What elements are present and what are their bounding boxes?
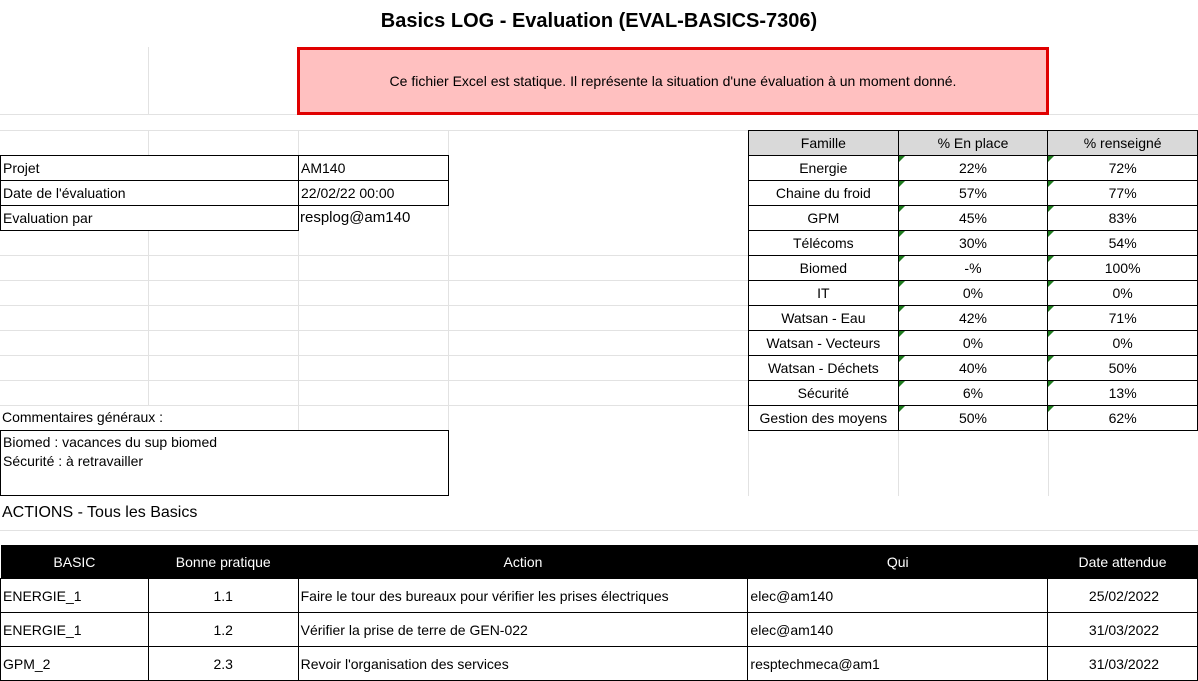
table-row — [749, 181, 1198, 206]
table-row — [749, 306, 1198, 331]
family-renseigne[interactable]: 13% — [1048, 381, 1198, 406]
family-renseigne[interactable]: 77% — [1048, 181, 1198, 206]
family-name[interactable]: Biomed — [749, 256, 899, 281]
grid-line — [0, 280, 748, 281]
family-name[interactable]: Sécurité — [749, 381, 899, 406]
header-en-place: % En place — [898, 131, 1048, 156]
family-name[interactable]: GPM — [749, 206, 899, 231]
family-en-place[interactable]: 57% — [898, 181, 1048, 206]
evaluator-value[interactable]: resplog@am140 — [300, 209, 411, 226]
action-basic[interactable]: ENERGIE_1 — [1, 579, 149, 613]
action-qui[interactable]: resptechmeca@am1 — [748, 647, 1048, 681]
grid-line — [0, 330, 748, 331]
table-row — [1, 613, 1198, 647]
family-en-place[interactable]: 0% — [898, 281, 1048, 306]
table-row — [749, 231, 1198, 256]
action-qui[interactable]: elec@am140 — [748, 579, 1048, 613]
table-row — [1, 647, 1198, 681]
family-name[interactable]: Watsan - Déchets — [749, 356, 899, 381]
table-row — [749, 281, 1198, 306]
static-notice — [297, 47, 1049, 115]
family-name[interactable]: Energie — [749, 156, 899, 181]
family-renseigne[interactable]: 50% — [1048, 356, 1198, 381]
table-row — [1, 579, 1198, 613]
family-en-place[interactable]: 6% — [898, 381, 1048, 406]
family-renseigne[interactable]: 62% — [1048, 406, 1198, 431]
grid-line — [148, 230, 149, 405]
grid-line — [0, 530, 1198, 531]
families-header-row — [749, 131, 1198, 156]
action-pratique[interactable]: 2.3 — [148, 647, 298, 681]
header-basic: BASIC — [1, 545, 149, 579]
family-en-place[interactable]: 22% — [898, 156, 1048, 181]
family-renseigne[interactable]: 83% — [1048, 206, 1198, 231]
comments-box[interactable] — [0, 430, 449, 496]
action-date[interactable]: 25/02/2022 — [1048, 579, 1198, 613]
family-name[interactable]: Gestion des moyens — [749, 406, 899, 431]
family-renseigne[interactable]: 54% — [1048, 231, 1198, 256]
action-pratique[interactable]: 1.2 — [148, 613, 298, 647]
family-renseigne[interactable]: 0% — [1048, 331, 1198, 356]
family-en-place[interactable]: 30% — [898, 231, 1048, 256]
family-name[interactable]: Télécoms — [749, 231, 899, 256]
grid-line — [898, 430, 899, 496]
header-famille: Famille — [749, 131, 899, 156]
header-action: Action — [298, 545, 748, 579]
action-basic[interactable]: GPM_2 — [1, 647, 149, 681]
table-row — [749, 156, 1198, 181]
grid-line — [298, 130, 299, 155]
action-pratique[interactable]: 1.1 — [148, 579, 298, 613]
grid-line — [298, 230, 299, 430]
action-qui[interactable]: elec@am140 — [748, 613, 1048, 647]
family-renseigne[interactable]: 100% — [1048, 256, 1198, 281]
action-text[interactable]: Vérifier la prise de terre de GEN-022 — [298, 613, 748, 647]
actions-table — [0, 545, 1198, 681]
action-date[interactable]: 31/03/2022 — [1048, 613, 1198, 647]
table-row — [749, 331, 1198, 356]
grid-line — [148, 47, 149, 115]
family-name[interactable]: Watsan - Eau — [749, 306, 899, 331]
table-row — [749, 206, 1198, 231]
evaluator-label: Evaluation par — [0, 205, 299, 231]
grid-line — [748, 430, 749, 496]
family-name[interactable]: Chaine du froid — [749, 181, 899, 206]
family-renseigne[interactable]: 0% — [1048, 281, 1198, 306]
table-row — [749, 381, 1198, 406]
comment-line: Biomed : vacances du sup biomed — [3, 434, 218, 450]
header-date-attendue: Date attendue — [1048, 545, 1198, 579]
date-value[interactable]: 22/02/22 00:00 — [298, 180, 449, 206]
family-en-place[interactable]: 42% — [898, 306, 1048, 331]
grid-line — [0, 355, 748, 356]
grid-line — [0, 130, 748, 131]
family-en-place[interactable]: 45% — [898, 206, 1048, 231]
notice-text: Ce fichier Excel est statique. Il représente la situation d'une évaluation à un moment donné. — [389, 73, 957, 89]
action-text[interactable]: Revoir l'organisation des services — [298, 647, 748, 681]
action-date[interactable]: 31/03/2022 — [1048, 647, 1198, 681]
project-value[interactable]: AM140 — [298, 155, 449, 181]
page-title: Basics LOG - Evaluation (EVAL-BASICS-7306) — [380, 10, 818, 32]
table-row — [749, 356, 1198, 381]
grid-line — [0, 380, 748, 381]
action-text[interactable]: Faire le tour des bureaux pour vérifier les prises électriques — [298, 579, 748, 613]
family-en-place[interactable]: -% — [898, 256, 1048, 281]
grid-line — [0, 255, 748, 256]
families-table — [748, 130, 1198, 431]
comment-line: Sécurité : à retravailler — [3, 453, 144, 469]
family-en-place[interactable]: 40% — [898, 356, 1048, 381]
family-name[interactable]: Watsan - Vecteurs — [749, 331, 899, 356]
comments-label: Commentaires généraux : — [2, 409, 164, 425]
table-row — [749, 406, 1198, 431]
grid-line — [1048, 430, 1049, 496]
header-qui: Qui — [748, 545, 1048, 579]
header-bonne-pratique: Bonne pratique — [148, 545, 298, 579]
actions-header-row — [1, 545, 1198, 579]
family-renseigne[interactable]: 72% — [1048, 156, 1198, 181]
family-en-place[interactable]: 50% — [898, 406, 1048, 431]
action-basic[interactable]: ENERGIE_1 — [1, 613, 149, 647]
family-renseigne[interactable]: 71% — [1048, 306, 1198, 331]
actions-title: ACTIONS - Tous les Basics — [2, 504, 198, 521]
grid-line — [148, 130, 149, 155]
date-label: Date de l'évaluation — [0, 180, 299, 206]
family-en-place[interactable]: 0% — [898, 331, 1048, 356]
header-renseigne: % renseigné — [1048, 131, 1198, 156]
family-name[interactable]: IT — [749, 281, 899, 306]
table-row — [749, 256, 1198, 281]
grid-line — [0, 305, 748, 306]
project-label: Projet — [0, 155, 299, 181]
